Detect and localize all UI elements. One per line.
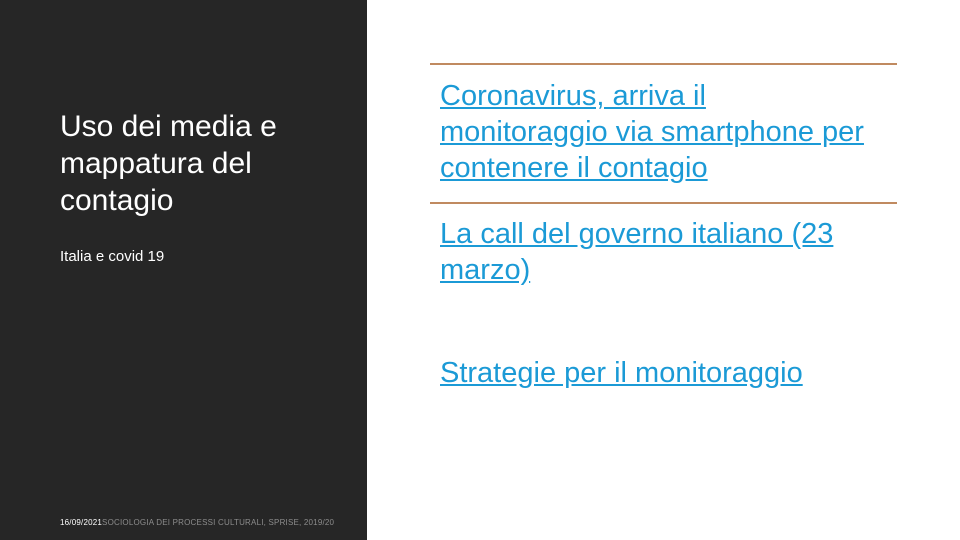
slide-footer [60, 518, 334, 527]
slide-title: Uso dei media e mappatura del contagio [60, 110, 277, 217]
link-call-governo[interactable]: La call del governo italiano (23 marzo) [440, 218, 834, 286]
slide-subtitle: Italia e covid 19 [60, 248, 165, 265]
left-panel [0, 0, 367, 540]
divider-middle [430, 202, 897, 204]
link-strategie-monitoraggio[interactable]: Strategie per il monitoraggio [440, 357, 803, 389]
footer-date: 16/09/2021 [60, 518, 103, 527]
footer-course: SOCIOLOGIA DEI PROCESSI CULTURALI, SPRISE, 2019/20 [102, 518, 335, 527]
divider-top [430, 63, 897, 65]
link-coronavirus-monitoraggio[interactable]: Coronavirus, arriva il monitoraggio via smartphone per contenere il contagio [440, 80, 864, 184]
